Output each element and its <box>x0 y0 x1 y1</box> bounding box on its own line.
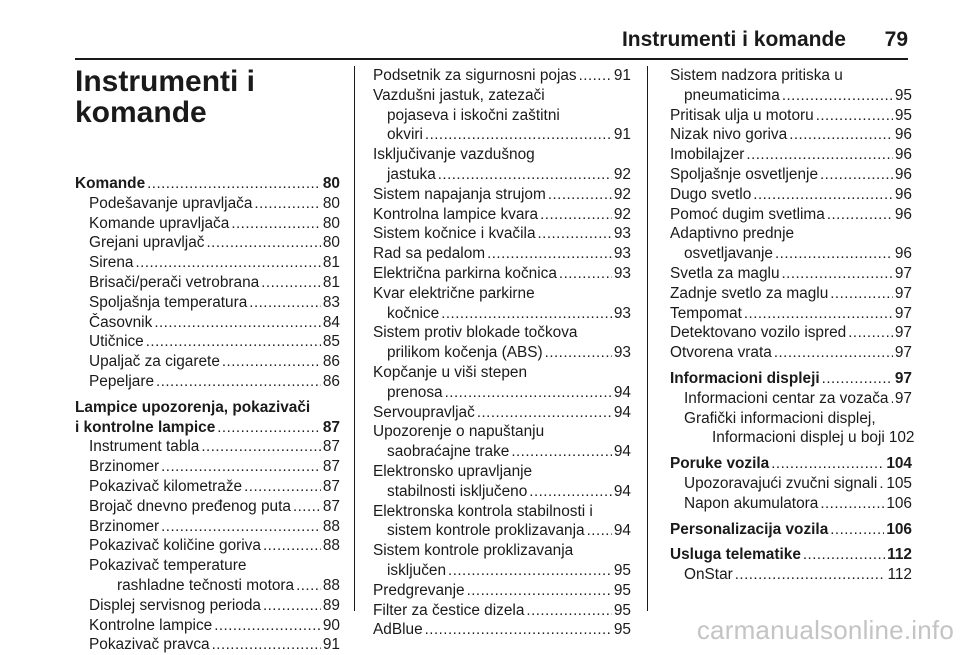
dot-leader <box>161 517 321 537</box>
entry-page: 91 <box>613 126 631 144</box>
dot-leader <box>540 205 612 225</box>
entry-page: 94 <box>613 403 631 421</box>
dot-leader <box>587 521 612 541</box>
toc-column-3 <box>670 66 915 585</box>
toc-entry[interactable] <box>670 474 912 494</box>
entry-page: 80 <box>322 234 340 252</box>
entry-page: 86 <box>322 372 340 390</box>
dot-leader <box>822 369 893 389</box>
entry-title: Podešavanje upravljača <box>89 194 253 212</box>
entry-title: Pokazivač količine goriva <box>89 537 261 555</box>
entry-title: Električna parkirna kočnica <box>373 264 557 282</box>
entry-title: prenosa <box>387 383 443 401</box>
entry-title: Pokazivač kilometraže <box>89 477 243 495</box>
entry-page: 96 <box>894 185 912 203</box>
entry-page: 87 <box>322 438 340 456</box>
toc-entry[interactable] <box>670 106 912 126</box>
entry-title-line: Sistem nadzora pritiska u <box>670 67 843 84</box>
toc-entry[interactable] <box>373 521 631 541</box>
entry-page: 95 <box>613 561 631 579</box>
entry-title: Utičnice <box>89 333 144 351</box>
dot-leader <box>538 224 612 244</box>
dot-leader <box>735 565 886 585</box>
entry-page: 95 <box>894 106 912 124</box>
dot-leader <box>214 616 321 636</box>
toc-entry[interactable] <box>75 616 340 636</box>
section-title-line: Lampice upozorenja, pokazivači <box>75 398 311 416</box>
toc-entry[interactable] <box>75 437 340 457</box>
entry-title: Instrument tabla <box>89 438 200 456</box>
entry-page: 89 <box>322 596 340 614</box>
toc-entry[interactable] <box>75 352 340 372</box>
entry-page: 80 <box>322 194 340 212</box>
entry-page: 93 <box>613 225 631 243</box>
entry-page: 102 <box>888 429 915 447</box>
entry-title: Tempomat <box>670 304 742 322</box>
entry-title: Predgrevanje <box>373 581 465 599</box>
toc-multiline <box>373 363 631 403</box>
toc-entry[interactable] <box>75 174 340 194</box>
entry-title-line: Isključivanje vazdušnog <box>373 146 535 164</box>
dot-leader <box>156 372 321 392</box>
entry-title: Personalizacija vozila <box>670 520 829 538</box>
toc-entry[interactable] <box>75 596 340 616</box>
toc-entry[interactable] <box>670 205 912 225</box>
dot-leader <box>890 389 892 409</box>
toc-list <box>373 66 631 640</box>
entry-page: 96 <box>894 245 912 263</box>
entry-page: 112 <box>887 566 912 584</box>
entry-page: 96 <box>894 146 912 164</box>
toc-entry[interactable] <box>670 145 912 165</box>
dot-leader <box>249 293 321 313</box>
toc-entry[interactable] <box>373 125 631 145</box>
entry-title: saobraćajne trake <box>387 443 510 461</box>
entry-page: 95 <box>613 581 631 599</box>
entry-title: Imobilajzer <box>670 146 745 164</box>
entry-page: 97 <box>894 324 912 342</box>
entry-title: Upozoravajući zvučni signali <box>684 474 878 492</box>
dot-leader <box>782 86 893 106</box>
toc-multiline <box>670 66 912 106</box>
entry-page: 88 <box>322 537 340 555</box>
entry-title-line: pojaseva i iskočni zaštitni <box>387 106 560 124</box>
entry-title: osvetljavanje <box>684 245 773 263</box>
entry-title: Usluga telematike <box>670 546 801 564</box>
entry-title: Filter za čestice dizela <box>373 601 525 619</box>
dot-leader <box>441 304 612 324</box>
entry-page: 83 <box>322 293 340 311</box>
entry-title: Upaljač za cigarete <box>89 353 220 371</box>
toc-entry[interactable] <box>670 323 912 343</box>
toc-entry[interactable] <box>670 428 915 448</box>
dot-leader <box>445 383 612 403</box>
entry-title: Kontrolna lampice kvara <box>373 205 539 223</box>
entry-title: Informacioni displeji <box>670 369 820 387</box>
entry-title: Informacioni displej u boji <box>712 429 885 447</box>
dot-leader <box>782 264 893 284</box>
entry-title: Pritisak ulja u motoru <box>670 106 814 124</box>
entry-page: 104 <box>886 455 912 473</box>
dot-leader <box>425 620 612 640</box>
toc-entry[interactable] <box>373 601 631 621</box>
toc-entry[interactable] <box>373 224 631 244</box>
toc-entry[interactable] <box>670 343 912 363</box>
dot-leader <box>559 264 612 284</box>
entry-title: Pomoć dugim svetlima <box>670 205 825 223</box>
dot-leader <box>548 185 612 205</box>
dot-leader <box>448 561 612 581</box>
entry-page: 80 <box>322 214 340 232</box>
toc-entry[interactable] <box>373 482 631 502</box>
entry-page: 106 <box>886 494 912 512</box>
entry-title: Komande <box>75 175 146 192</box>
entry-title: Napon akumulatora <box>684 494 819 512</box>
entry-title: Pepeljare <box>89 372 155 390</box>
dot-leader <box>771 454 884 474</box>
entry-title: kočnice <box>387 304 440 322</box>
dot-leader <box>830 284 893 304</box>
toc-entry[interactable] <box>373 304 631 324</box>
toc-entry[interactable] <box>75 253 340 273</box>
entry-title: sistem kontrole proklizavanja <box>387 522 585 540</box>
entry-title-line: Kvar električne parkirne <box>373 284 535 302</box>
dot-leader <box>296 576 321 596</box>
dot-leader <box>879 474 884 494</box>
entry-page: 88 <box>322 576 340 594</box>
entry-page: 86 <box>322 353 340 371</box>
dot-leader <box>477 403 612 423</box>
dot-leader <box>820 494 884 514</box>
page-header <box>75 22 908 60</box>
entry-page: 97 <box>894 284 912 302</box>
entry-title: Časovnik <box>89 313 153 331</box>
entry-title-line: Pokazivač temperature <box>89 557 247 575</box>
entry-page: 96 <box>894 165 912 183</box>
entry-title: Kontrolne lampice <box>89 616 213 634</box>
entry-title: Sistem kočnice i kvačila <box>373 225 536 243</box>
toc-multiline <box>373 422 631 462</box>
entry-title: OnStar <box>684 566 733 584</box>
entry-page: 94 <box>613 383 631 401</box>
entry-title: Detektovano vozilo ispred <box>670 324 847 342</box>
dot-leader <box>231 214 321 234</box>
dot-leader <box>827 205 893 225</box>
entry-title-line: Kopčanje u viši stepen <box>373 363 528 381</box>
entry-title: Displej servisnog perioda <box>89 596 261 614</box>
entry-title: Sistem napajanja strujom <box>373 185 546 203</box>
toc-entry[interactable] <box>373 343 631 363</box>
toc-entry[interactable] <box>373 264 631 284</box>
toc-multiline <box>373 284 631 324</box>
column-divider <box>354 66 355 611</box>
dot-leader <box>147 174 321 194</box>
entry-page: 97 <box>894 369 912 387</box>
toc-entry[interactable] <box>670 304 912 324</box>
dot-leader <box>775 244 893 264</box>
dot-leader <box>206 233 320 253</box>
entry-title: Brojač dnevno pređenog puta <box>89 497 291 515</box>
toc-multiline <box>373 86 631 145</box>
entry-page: 91 <box>613 67 631 84</box>
entry-page: 96 <box>894 205 912 223</box>
entry-title: Poruke vozila <box>670 455 770 473</box>
dot-leader <box>746 145 892 165</box>
entry-title-line: Elektronsko upravljanje <box>373 462 533 480</box>
entry-page: 95 <box>613 621 631 639</box>
toc-multiline <box>373 323 631 363</box>
entry-page: 94 <box>613 522 631 540</box>
toc-entry[interactable] <box>75 576 340 596</box>
entry-page: 81 <box>322 273 340 291</box>
entry-page: 97 <box>894 264 912 282</box>
toc-section <box>75 398 340 438</box>
toc-entry[interactable] <box>75 457 340 477</box>
header-title: Instrumenti i komande <box>621 28 846 51</box>
toc-entry[interactable] <box>373 205 631 225</box>
entry-title: prilikom kočenja (ABS) <box>387 344 543 362</box>
dot-leader <box>511 442 612 462</box>
entry-title: rashladne tečnosti motora <box>117 576 295 594</box>
entry-page: 92 <box>613 165 631 183</box>
entry-page: 97 <box>894 344 912 362</box>
entry-title: Pokazivač pravca <box>89 636 210 654</box>
chapter-title: Instrumenti i komande <box>75 65 256 129</box>
dot-leader <box>201 437 321 457</box>
toc-entry[interactable] <box>670 125 912 145</box>
entry-title: Podsetnik za sigurnosni pojas <box>373 67 577 84</box>
dot-leader <box>217 418 321 438</box>
entry-page: 94 <box>613 482 631 500</box>
entry-title: Brzinomer <box>89 458 160 476</box>
toc-entry[interactable] <box>373 66 631 86</box>
entry-page: 106 <box>886 520 912 538</box>
dot-leader <box>154 313 321 333</box>
entry-title: AdBlue <box>373 621 423 639</box>
dot-leader <box>526 601 611 621</box>
toc-multiline <box>75 556 340 596</box>
watermark: carmanualsonline.info <box>696 615 954 645</box>
page-number: 79 <box>884 28 908 51</box>
entry-title: Dugo svetlo <box>670 185 752 203</box>
entry-title-line: Elektronska kontrola stabilnosti i <box>373 502 593 520</box>
entry-title: Nizak nivo goriva <box>670 126 788 144</box>
entry-title: Grejani upravljač <box>89 234 205 252</box>
entry-title: Komande upravljača <box>89 214 230 232</box>
dot-leader <box>263 536 321 556</box>
dot-leader <box>244 477 321 497</box>
toc-entry[interactable] <box>75 214 340 234</box>
toc-entry[interactable] <box>75 313 340 333</box>
entry-title-line: Grafički informacioni displej, <box>684 409 876 427</box>
dot-leader <box>848 323 893 343</box>
dot-leader <box>774 343 893 363</box>
toc-entry[interactable] <box>75 477 340 497</box>
entry-title: stabilnosti isključeno <box>387 482 528 500</box>
entry-title-line: Vazdušni jastuk, zatezači <box>373 86 545 104</box>
toc-entry[interactable] <box>373 185 631 205</box>
entry-page: 105 <box>886 474 912 492</box>
entry-title: Servoupravljač <box>373 403 475 421</box>
entry-title: Rad sa pedalom <box>373 245 486 263</box>
dot-leader <box>212 635 321 655</box>
entry-title: Spoljašnja temperatura <box>89 293 248 311</box>
entry-title-line: Sistem protiv blokade točkova <box>373 324 578 342</box>
entry-page: 81 <box>322 254 340 272</box>
toc-entry[interactable] <box>670 185 912 205</box>
toc-entry[interactable] <box>373 561 631 581</box>
entry-page: 84 <box>322 313 340 331</box>
toc-entry[interactable] <box>373 620 631 640</box>
entry-title: Svetla za maglu <box>670 264 780 282</box>
entry-page: 87 <box>322 458 340 476</box>
toc-entry[interactable] <box>670 264 912 284</box>
entry-page: 88 <box>322 517 340 535</box>
toc-entry[interactable] <box>373 442 631 462</box>
entry-title: okviri <box>387 126 423 144</box>
toc-multiline <box>670 224 912 264</box>
entry-title: Otvorena vrata <box>670 344 772 362</box>
toc-entry[interactable] <box>75 517 340 537</box>
toc-entry[interactable] <box>75 293 340 313</box>
dot-leader <box>803 545 885 565</box>
toc-column-2 <box>373 66 631 640</box>
entry-title: pneumaticima <box>684 86 780 104</box>
entry-page: 90 <box>322 616 340 634</box>
entry-page: 93 <box>613 264 631 282</box>
dot-leader <box>744 304 893 324</box>
toc-entry[interactable] <box>75 536 340 556</box>
entry-page: 85 <box>322 333 340 351</box>
dot-leader <box>438 165 612 185</box>
dot-leader <box>261 273 321 293</box>
dot-leader <box>820 165 893 185</box>
entry-page: 95 <box>894 86 912 104</box>
entry-page: 96 <box>894 126 912 144</box>
dot-leader <box>753 185 893 205</box>
dot-leader <box>222 352 321 372</box>
toc-multiline <box>670 409 915 449</box>
entry-title: Brzinomer <box>89 517 160 535</box>
toc-entry[interactable] <box>670 520 912 540</box>
dot-leader <box>579 66 612 86</box>
entry-page: 97 <box>894 389 912 407</box>
dot-leader <box>161 457 321 477</box>
entry-title: i kontrolne lampice <box>75 418 216 436</box>
toc-entry[interactable] <box>670 454 912 474</box>
dot-leader <box>136 253 321 273</box>
entry-title-line: Sistem kontrole proklizavanja <box>373 542 574 560</box>
toc-entry[interactable] <box>670 494 912 514</box>
entry-title: Brisači/perači vetrobrana <box>89 273 260 291</box>
toc-entry[interactable] <box>75 332 340 352</box>
toc-entry[interactable] <box>75 273 340 293</box>
toc-entry[interactable] <box>670 369 912 389</box>
toc-entry[interactable] <box>373 165 631 185</box>
dot-leader <box>425 125 612 145</box>
dot-leader <box>529 482 612 502</box>
toc-entry[interactable] <box>75 497 340 517</box>
toc-multiline <box>373 145 631 185</box>
toc-entry[interactable] <box>373 581 631 601</box>
entry-page: 87 <box>322 418 340 436</box>
toc-entry[interactable] <box>670 165 912 185</box>
toc-multiline <box>373 502 631 542</box>
entry-page: 97 <box>894 304 912 322</box>
entry-title: jastuka <box>387 165 436 183</box>
entry-page: 87 <box>322 497 340 515</box>
toc-multiline <box>373 541 631 581</box>
toc-entry[interactable] <box>75 635 340 655</box>
toc-entry[interactable] <box>373 383 631 403</box>
entry-page: 93 <box>613 304 631 322</box>
entry-page: 91 <box>322 636 340 654</box>
entry-page: 93 <box>613 245 631 263</box>
entry-page: 112 <box>887 546 912 564</box>
toc-entry[interactable] <box>670 565 912 585</box>
toc-list <box>75 174 340 655</box>
entry-title: Informacioni centar za vozača <box>684 389 889 407</box>
toc-entry[interactable] <box>670 244 912 264</box>
toc-entry[interactable] <box>75 418 340 438</box>
toc-entry[interactable] <box>373 244 631 264</box>
entry-title: isključen <box>387 561 447 579</box>
dot-leader <box>816 106 893 126</box>
dot-leader <box>146 332 321 352</box>
entry-title: Zadnje svetlo za maglu <box>670 284 829 302</box>
entry-page: 87 <box>322 477 340 495</box>
toc-entry[interactable] <box>670 545 912 565</box>
entry-page: 93 <box>613 344 631 362</box>
dot-leader <box>254 194 320 214</box>
dot-leader <box>545 343 612 363</box>
entry-page: 92 <box>613 205 631 223</box>
entry-page: 92 <box>613 185 631 203</box>
dot-leader <box>487 244 612 264</box>
dot-leader <box>293 497 321 517</box>
entry-title: Sirena <box>89 254 134 272</box>
toc-entry[interactable] <box>670 284 912 304</box>
toc-entry[interactable] <box>75 233 340 253</box>
entry-page: 94 <box>613 443 631 461</box>
dot-leader <box>830 520 884 540</box>
entry-title: Spoljašnje osvetljenje <box>670 165 819 183</box>
toc-entry[interactable] <box>373 403 631 423</box>
toc-entry[interactable] <box>670 389 912 409</box>
toc-entry[interactable] <box>670 86 912 106</box>
column-divider <box>647 66 648 611</box>
entry-page: 80 <box>322 175 340 192</box>
toc-entry[interactable] <box>75 372 340 392</box>
dot-leader <box>467 581 612 601</box>
dot-leader <box>263 596 321 616</box>
entry-title-line: Adaptivno prednje <box>670 225 795 243</box>
dot-leader <box>789 125 893 145</box>
toc-multiline <box>373 462 631 502</box>
toc-column-1 <box>75 66 340 655</box>
entry-page: 95 <box>613 601 631 619</box>
toc-list <box>670 66 915 585</box>
toc-entry[interactable] <box>75 194 340 214</box>
entry-title-line: Upozorenje o napuštanju <box>373 423 545 441</box>
